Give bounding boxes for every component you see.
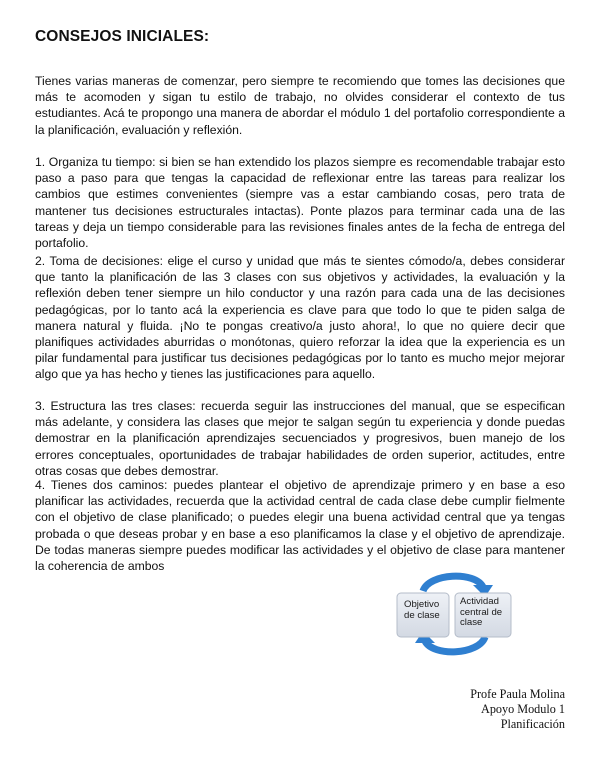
cycle-arrow-bottom-icon xyxy=(425,637,485,652)
step-3-paragraph: 3. Estructura las tres clases: recuerda seguir las instrucciones del manual, que se especifican más adelante, y considera las clases que mejor te salgan según tu experiencia y donde puedas demostrar en la planificación aprendizajes secuenciados y progresivos, buen manejo de los errores conceptuales, oportunidades de trabajar habilidades de orden superior, actitudes, entre otras cosas que debes demostrar. xyxy=(35,399,565,478)
signature-author: Profe Paula Molina xyxy=(470,687,565,701)
signature-module: Apoyo Modulo 1 xyxy=(481,702,565,716)
objective-box-label: Objetivo de clase xyxy=(404,599,440,621)
signature-topic: Planificación xyxy=(500,717,565,731)
step-1-paragraph: 1. Organiza tu tiempo: si bien se han extendido los plazos siempre es recomendable trabajar esto paso a paso para que tengas la capacidad de reflexionar entre las tareas para realizar los cambios que estimes convenientes (siempre vas a estar cambiando cosas, pero trata de mantener tus decisiones estructurales intactas). Ponte plazos para terminar cada una de las tareas y deja un tiempo considerable para las revisiones finales antes de la fecha de entrega del portafolio. xyxy=(35,155,565,251)
page-title: CONSEJOS INICIALES: xyxy=(35,28,210,45)
step-4-paragraph: 4. Tienes dos caminos: puedes plantear el objetivo de aprendizaje primero y en base a eso planificar las actividades, recuerda que la actividad central de cada clase debe cumplir fielmente con el objetivo de clase planificado; o puedes elegir una buena actividad central que ya tengas probada o que deseas probar y en base a eso planificamos la clase y el objetivo de aprendizaje. De todas maneras siempre puedes modificar las actividades y el objetivo de clase para mantener la coherencia de ambos xyxy=(35,478,565,574)
intro-paragraph: Tienes varias maneras de comenzar, pero siempre te recomiendo que tomes las decisiones que más te acomoden y sigan tu estilo de trabajo, no olvides considerar el contexto de tus estudiantes. Acá te propongo una manera de abordar el módulo 1 del portafolio correspondiente a la planificación, evaluación y reflexión. xyxy=(35,74,565,137)
cycle-arrow-top-icon xyxy=(423,576,483,591)
activity-box-label: Actividad central de clase xyxy=(460,596,503,628)
step-2-paragraph: 2. Toma de decisiones: elige el curso y unidad que más te sientes cómodo/a, debes considerar que tanto la planificación de las 3 clases con sus objetivos y actividades, la evaluación y la reflexión deben tener siempre un hilo conductor y una razón para cada una de las decisiones pedagógicas, por lo tanto acá la experiencia es clave para que todo lo que te piden salga de manera natural y fluida. ¡No te pongas creativo/a justo ahora!, lo que no quiere decir que planifiques actividades aburridas o monótonas, quiero reforzar la idea que la experiencia es un pilar fundamental para justificar tus decisiones pedagógicas por lo tanto es mucho mejor mejorar algo que ya has hecho y tienes las justificaciones para aquello. xyxy=(35,254,565,382)
